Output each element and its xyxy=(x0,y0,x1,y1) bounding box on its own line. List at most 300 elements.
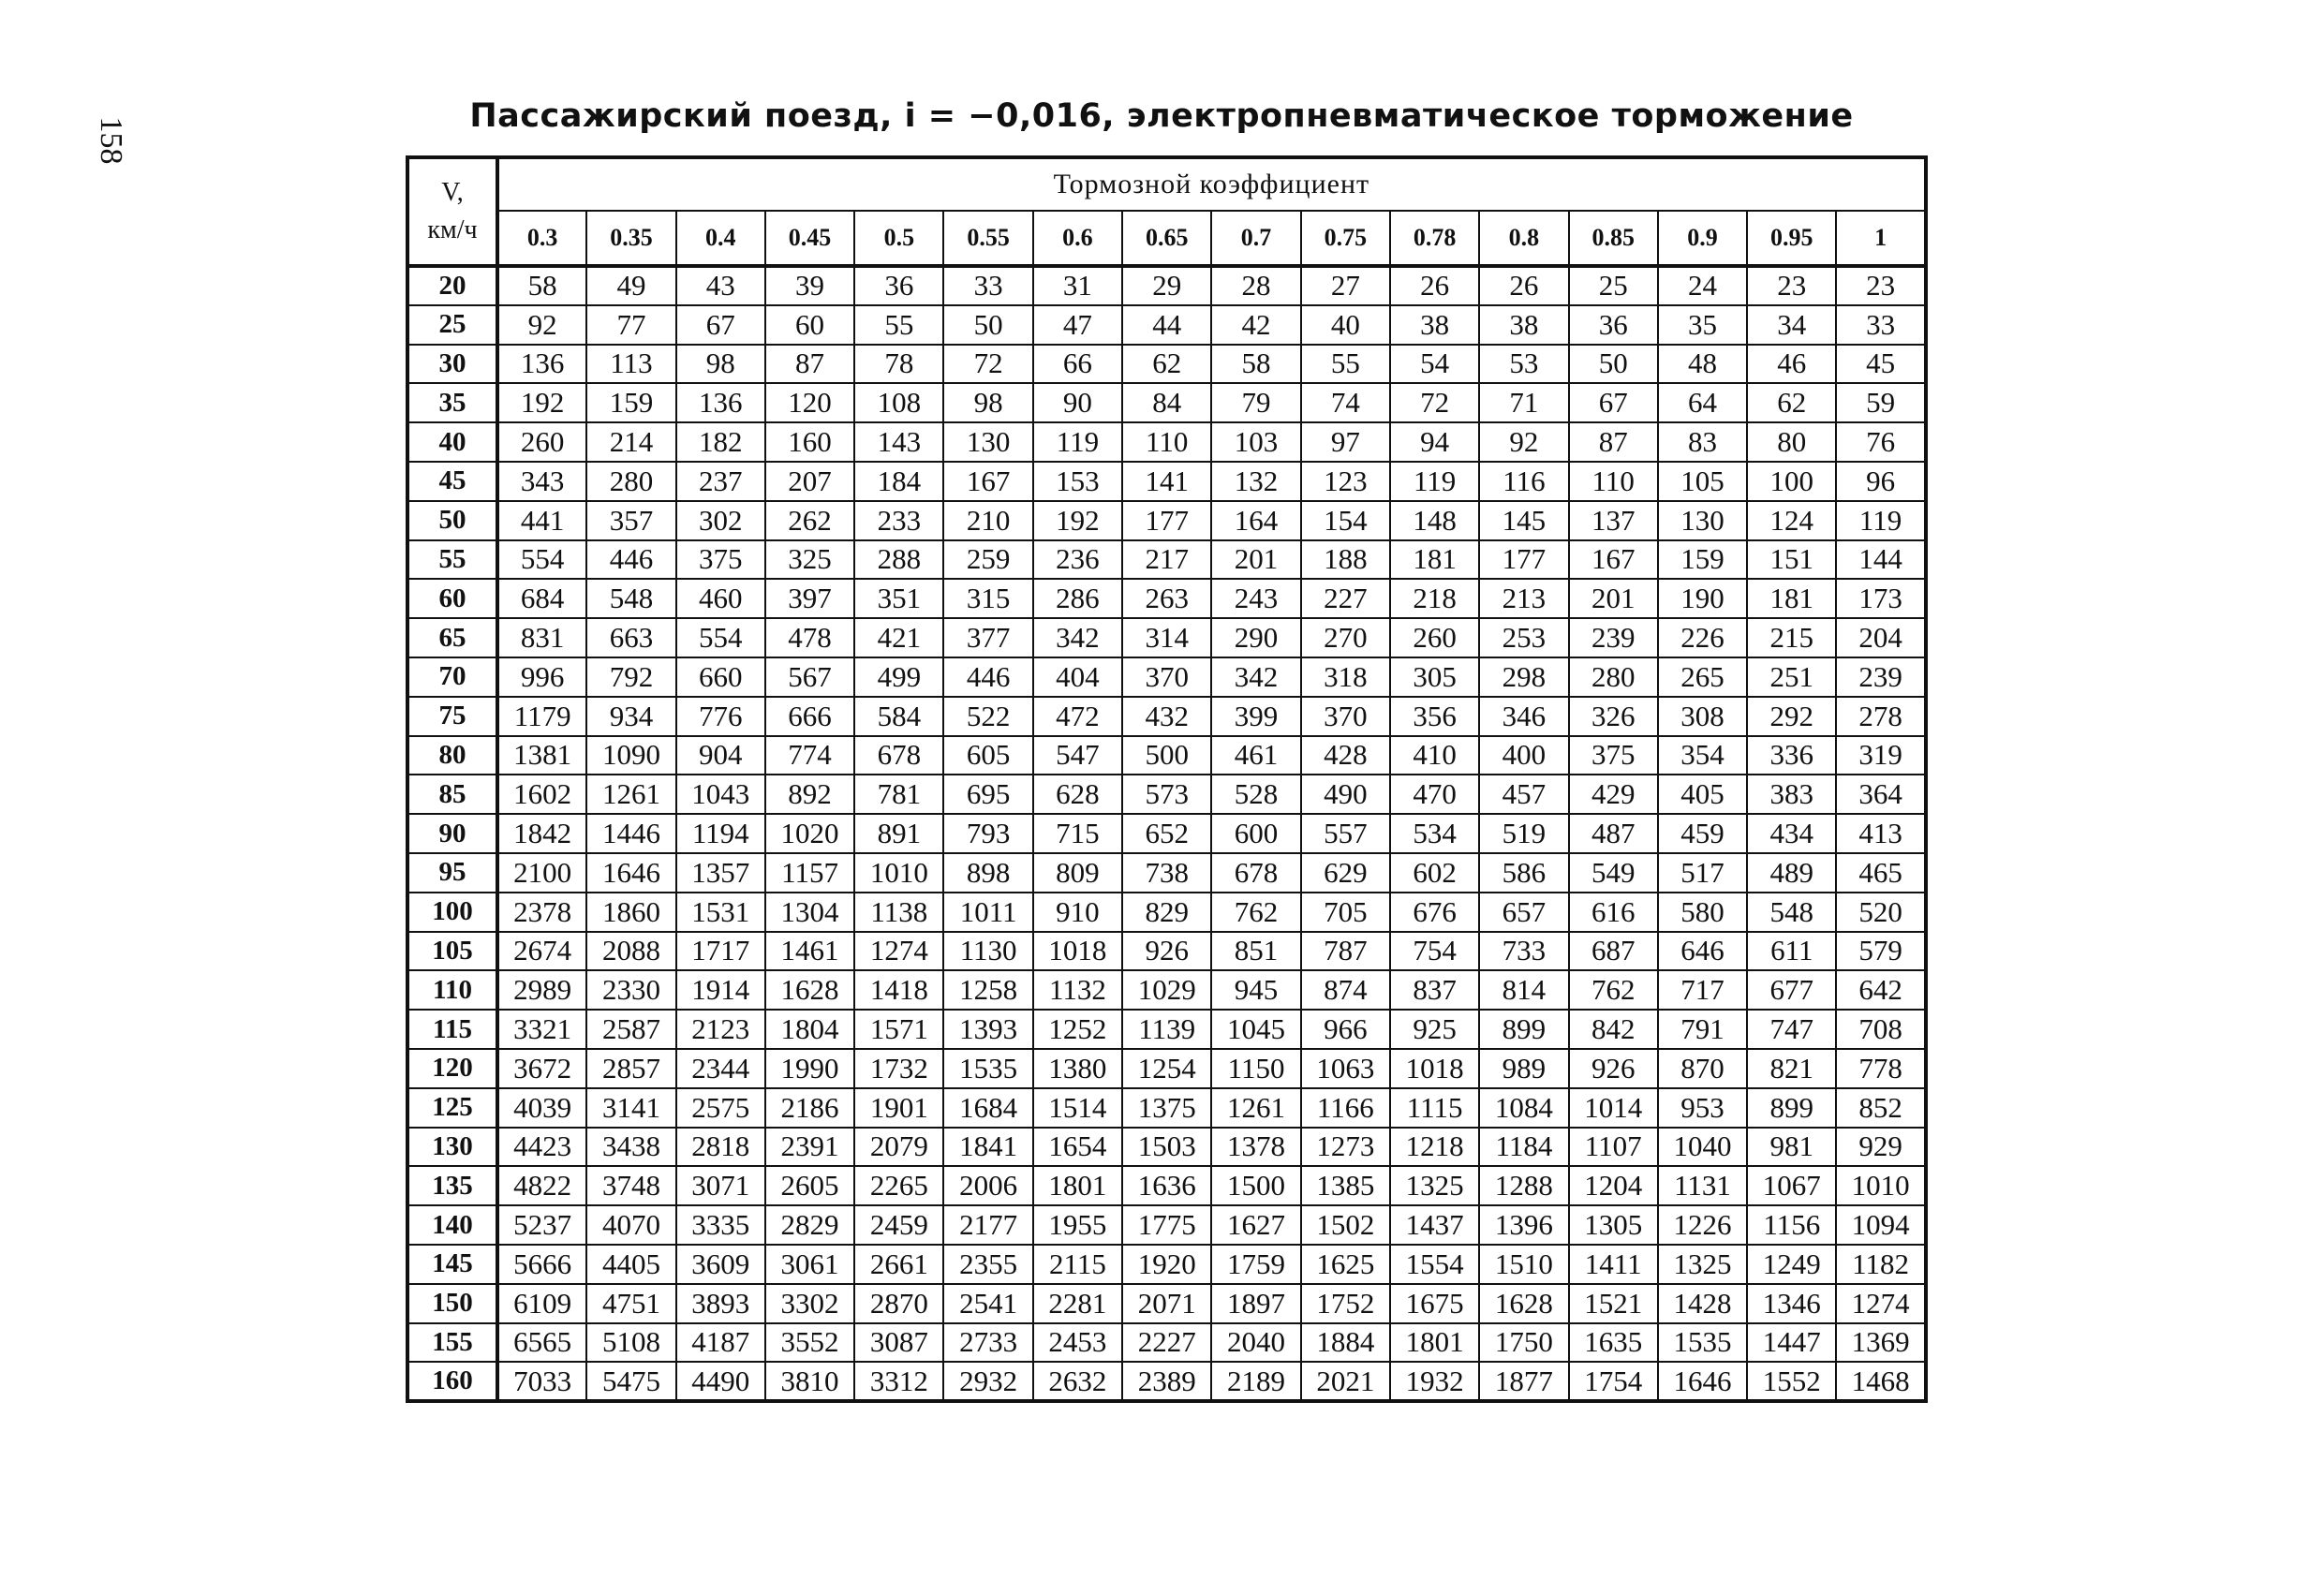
distance-cell: 1535 xyxy=(1658,1323,1747,1363)
distance-cell: 549 xyxy=(1569,853,1658,893)
distance-cell: 84 xyxy=(1122,383,1211,422)
distance-cell: 3609 xyxy=(676,1245,765,1284)
distance-cell: 1393 xyxy=(943,1010,1032,1049)
header-row-title xyxy=(407,157,1926,211)
distance-cell: 31 xyxy=(1033,266,1122,305)
distance-cell: 78 xyxy=(854,345,943,384)
distance-cell: 1325 xyxy=(1658,1245,1747,1284)
speed-cell: 45 xyxy=(407,462,497,501)
distance-cell: 370 xyxy=(1122,657,1211,697)
coefficient-header-cell: 0.4 xyxy=(676,211,765,266)
distance-cell: 214 xyxy=(586,422,675,462)
distance-cell: 48 xyxy=(1658,345,1747,384)
coefficient-header-cell: 0.5 xyxy=(854,211,943,266)
distance-cell: 2281 xyxy=(1033,1284,1122,1323)
distance-cell: 251 xyxy=(1747,657,1836,697)
speed-cell: 75 xyxy=(407,697,497,736)
distance-cell: 36 xyxy=(1569,305,1658,345)
distance-cell: 305 xyxy=(1390,657,1479,697)
distance-cell: 67 xyxy=(1569,383,1658,422)
distance-cell: 1156 xyxy=(1747,1205,1836,1245)
distance-cell: 94 xyxy=(1390,422,1479,462)
distance-cell: 663 xyxy=(586,618,675,657)
distance-cell: 605 xyxy=(943,736,1032,775)
distance-cell: 4751 xyxy=(586,1284,675,1323)
distance-cell: 1627 xyxy=(1211,1205,1300,1245)
distance-cell: 265 xyxy=(1658,657,1747,697)
distance-cell: 45 xyxy=(1836,345,1925,384)
distance-cell: 33 xyxy=(1836,305,1925,345)
distance-cell: 110 xyxy=(1122,422,1211,462)
table-row xyxy=(407,305,1926,345)
distance-cell: 1411 xyxy=(1569,1245,1658,1284)
distance-cell: 1646 xyxy=(586,853,675,893)
distance-cell: 154 xyxy=(1301,501,1390,540)
distance-cell: 100 xyxy=(1747,462,1836,501)
distance-cell: 602 xyxy=(1390,853,1479,893)
distance-cell: 774 xyxy=(765,736,854,775)
distance-cell: 1920 xyxy=(1122,1245,1211,1284)
distance-cell: 207 xyxy=(765,462,854,501)
speed-cell: 140 xyxy=(407,1205,497,1245)
distance-cell: 181 xyxy=(1390,540,1479,580)
distance-cell: 2100 xyxy=(497,853,586,893)
speed-cell: 80 xyxy=(407,736,497,775)
distance-cell: 2541 xyxy=(943,1284,1032,1323)
coefficient-group-header: Тормозной коэффициент xyxy=(497,157,1926,211)
distance-cell: 642 xyxy=(1836,970,1925,1010)
distance-cell: 762 xyxy=(1569,970,1658,1010)
distance-cell: 3893 xyxy=(676,1284,765,1323)
distance-cell: 213 xyxy=(1479,579,1568,618)
speed-cell: 115 xyxy=(407,1010,497,1049)
distance-cell: 1369 xyxy=(1836,1323,1925,1363)
speed-cell: 40 xyxy=(407,422,497,462)
distance-cell: 87 xyxy=(1569,422,1658,462)
coefficient-header-cell: 0.55 xyxy=(943,211,1032,266)
distance-cell: 87 xyxy=(765,345,854,384)
table-row xyxy=(407,1088,1926,1128)
speed-column-header xyxy=(407,157,497,266)
coefficient-header-cell: 0.9 xyxy=(1658,211,1747,266)
distance-cell: 1897 xyxy=(1211,1284,1300,1323)
distance-cell: 1468 xyxy=(1836,1362,1925,1401)
distance-cell: 42 xyxy=(1211,305,1300,345)
distance-cell: 2355 xyxy=(943,1245,1032,1284)
distance-cell: 2857 xyxy=(586,1049,675,1088)
distance-cell: 1801 xyxy=(1390,1323,1479,1363)
distance-cell: 184 xyxy=(854,462,943,501)
speed-cell: 20 xyxy=(407,266,497,305)
distance-cell: 151 xyxy=(1747,540,1836,580)
distance-cell: 210 xyxy=(943,501,1032,540)
distance-cell: 1357 xyxy=(676,853,765,893)
distance-cell: 715 xyxy=(1033,814,1122,853)
distance-cell: 1252 xyxy=(1033,1010,1122,1049)
distance-cell: 124 xyxy=(1747,501,1836,540)
distance-cell: 280 xyxy=(1569,657,1658,697)
distance-cell: 1067 xyxy=(1747,1166,1836,1205)
distance-cell: 611 xyxy=(1747,932,1836,971)
distance-cell: 2733 xyxy=(943,1323,1032,1363)
distance-cell: 3552 xyxy=(765,1323,854,1363)
distance-cell: 2123 xyxy=(676,1010,765,1049)
distance-cell: 1775 xyxy=(1122,1205,1211,1245)
distance-cell: 1261 xyxy=(1211,1088,1300,1128)
distance-cell: 738 xyxy=(1122,853,1211,893)
table-row xyxy=(407,853,1926,893)
table-row xyxy=(407,1166,1926,1205)
distance-cell: 215 xyxy=(1747,618,1836,657)
distance-cell: 35 xyxy=(1658,305,1747,345)
speed-cell: 160 xyxy=(407,1362,497,1401)
distance-cell: 657 xyxy=(1479,893,1568,932)
distance-cell: 1841 xyxy=(943,1128,1032,1167)
distance-cell: 472 xyxy=(1033,697,1122,736)
distance-cell: 1636 xyxy=(1122,1166,1211,1205)
distance-cell: 233 xyxy=(854,501,943,540)
distance-cell: 243 xyxy=(1211,579,1300,618)
distance-cell: 1521 xyxy=(1569,1284,1658,1323)
table-row xyxy=(407,736,1926,775)
distance-cell: 3087 xyxy=(854,1323,943,1363)
distance-cell: 182 xyxy=(676,422,765,462)
coefficient-header-cell: 0.78 xyxy=(1390,211,1479,266)
distance-cell: 1884 xyxy=(1301,1323,1390,1363)
distance-cell: 2632 xyxy=(1033,1362,1122,1401)
distance-cell: 461 xyxy=(1211,736,1300,775)
distance-cell: 62 xyxy=(1747,383,1836,422)
distance-cell: 288 xyxy=(854,540,943,580)
distance-cell: 1385 xyxy=(1301,1166,1390,1205)
distance-cell: 1502 xyxy=(1301,1205,1390,1245)
distance-cell: 325 xyxy=(765,540,854,580)
distance-cell: 1654 xyxy=(1033,1128,1122,1167)
distance-cell: 792 xyxy=(586,657,675,697)
distance-cell: 160 xyxy=(765,422,854,462)
distance-cell: 519 xyxy=(1479,814,1568,853)
distance-cell: 3321 xyxy=(497,1010,586,1049)
distance-cell: 1437 xyxy=(1390,1205,1479,1245)
distance-cell: 351 xyxy=(854,579,943,618)
speed-cell: 50 xyxy=(407,501,497,540)
distance-cell: 58 xyxy=(1211,345,1300,384)
distance-cell: 190 xyxy=(1658,579,1747,618)
distance-cell: 25 xyxy=(1569,266,1658,305)
speed-cell: 135 xyxy=(407,1166,497,1205)
distance-cell: 478 xyxy=(765,618,854,657)
distance-cell: 319 xyxy=(1836,736,1925,775)
distance-cell: 1274 xyxy=(1836,1284,1925,1323)
distance-cell: 1554 xyxy=(1390,1245,1479,1284)
distance-cell: 554 xyxy=(497,540,586,580)
distance-cell: 49 xyxy=(586,266,675,305)
distance-cell: 3302 xyxy=(765,1284,854,1323)
distance-cell: 837 xyxy=(1390,970,1479,1010)
table-row xyxy=(407,501,1926,540)
distance-cell: 97 xyxy=(1301,422,1390,462)
distance-cell: 3312 xyxy=(854,1362,943,1401)
distance-cell: 217 xyxy=(1122,540,1211,580)
distance-cell: 1305 xyxy=(1569,1205,1658,1245)
distance-cell: 1138 xyxy=(854,893,943,932)
distance-cell: 787 xyxy=(1301,932,1390,971)
distance-cell: 2006 xyxy=(943,1166,1032,1205)
distance-cell: 3810 xyxy=(765,1362,854,1401)
distance-cell: 1914 xyxy=(676,970,765,1010)
table-row xyxy=(407,697,1926,736)
distance-cell: 239 xyxy=(1569,618,1658,657)
distance-cell: 754 xyxy=(1390,932,1479,971)
distance-cell: 318 xyxy=(1301,657,1390,697)
distance-cell: 586 xyxy=(1479,853,1568,893)
distance-cell: 554 xyxy=(676,618,765,657)
distance-cell: 192 xyxy=(1033,501,1122,540)
header-row-coefficients xyxy=(407,211,1926,266)
distance-cell: 829 xyxy=(1122,893,1211,932)
distance-cell: 26 xyxy=(1390,266,1479,305)
distance-cell: 821 xyxy=(1747,1049,1836,1088)
table-row xyxy=(407,1010,1926,1049)
distance-cell: 315 xyxy=(943,579,1032,618)
speed-cell: 35 xyxy=(407,383,497,422)
distance-cell: 59 xyxy=(1836,383,1925,422)
distance-cell: 404 xyxy=(1033,657,1122,697)
table-row xyxy=(407,775,1926,814)
distance-cell: 953 xyxy=(1658,1088,1747,1128)
distance-cell: 1090 xyxy=(586,736,675,775)
distance-cell: 2661 xyxy=(854,1245,943,1284)
distance-cell: 891 xyxy=(854,814,943,853)
distance-cell: 1932 xyxy=(1390,1362,1479,1401)
distance-cell: 1288 xyxy=(1479,1166,1568,1205)
distance-cell: 791 xyxy=(1658,1010,1747,1049)
distance-cell: 34 xyxy=(1747,305,1836,345)
distance-cell: 926 xyxy=(1122,932,1211,971)
distance-cell: 55 xyxy=(854,305,943,345)
distance-cell: 1273 xyxy=(1301,1128,1390,1167)
distance-cell: 343 xyxy=(497,462,586,501)
distance-cell: 64 xyxy=(1658,383,1747,422)
distance-cell: 1635 xyxy=(1569,1323,1658,1363)
distance-cell: 132 xyxy=(1211,462,1300,501)
table-title: Пассажирский поезд, i = −0,016, электропневматическое торможение xyxy=(469,97,1854,135)
distance-cell: 989 xyxy=(1479,1049,1568,1088)
table-row xyxy=(407,1049,1926,1088)
distance-cell: 1378 xyxy=(1211,1128,1300,1167)
distance-cell: 1179 xyxy=(497,697,586,736)
distance-cell: 1990 xyxy=(765,1049,854,1088)
distance-cell: 2575 xyxy=(676,1088,765,1128)
distance-cell: 400 xyxy=(1479,736,1568,775)
table-row xyxy=(407,1128,1926,1167)
braking-distance-table xyxy=(406,155,1928,1403)
distance-cell: 557 xyxy=(1301,814,1390,853)
distance-cell: 1602 xyxy=(497,775,586,814)
table-body xyxy=(407,266,1926,1401)
distance-cell: 628 xyxy=(1033,775,1122,814)
distance-cell: 145 xyxy=(1479,501,1568,540)
distance-cell: 2818 xyxy=(676,1128,765,1167)
distance-cell: 399 xyxy=(1211,697,1300,736)
distance-cell: 1531 xyxy=(676,893,765,932)
distance-cell: 2829 xyxy=(765,1205,854,1245)
distance-cell: 6109 xyxy=(497,1284,586,1323)
distance-cell: 1182 xyxy=(1836,1245,1925,1284)
distance-cell: 5237 xyxy=(497,1205,586,1245)
distance-cell: 762 xyxy=(1211,893,1300,932)
table-row xyxy=(407,345,1926,384)
distance-cell: 781 xyxy=(854,775,943,814)
distance-cell: 666 xyxy=(765,697,854,736)
distance-cell: 55 xyxy=(1301,345,1390,384)
distance-cell: 1396 xyxy=(1479,1205,1568,1245)
distance-cell: 364 xyxy=(1836,775,1925,814)
distance-cell: 1107 xyxy=(1569,1128,1658,1167)
speed-cell: 130 xyxy=(407,1128,497,1167)
distance-cell: 1625 xyxy=(1301,1245,1390,1284)
distance-cell: 678 xyxy=(854,736,943,775)
distance-cell: 1447 xyxy=(1747,1323,1836,1363)
distance-cell: 1375 xyxy=(1122,1088,1211,1128)
distance-cell: 2330 xyxy=(586,970,675,1010)
distance-cell: 144 xyxy=(1836,540,1925,580)
distance-cell: 1732 xyxy=(854,1049,943,1088)
table-row xyxy=(407,814,1926,853)
distance-cell: 487 xyxy=(1569,814,1658,853)
distance-cell: 3748 xyxy=(586,1166,675,1205)
table-row xyxy=(407,1323,1926,1363)
distance-cell: 678 xyxy=(1211,853,1300,893)
distance-cell: 259 xyxy=(943,540,1032,580)
table-row xyxy=(407,932,1926,971)
distance-cell: 377 xyxy=(943,618,1032,657)
distance-cell: 1304 xyxy=(765,893,854,932)
coefficient-header-cell: 0.35 xyxy=(586,211,675,266)
distance-cell: 580 xyxy=(1658,893,1747,932)
distance-cell: 47 xyxy=(1033,305,1122,345)
distance-cell: 3141 xyxy=(586,1088,675,1128)
distance-cell: 470 xyxy=(1390,775,1479,814)
distance-cell: 652 xyxy=(1122,814,1211,853)
table-row xyxy=(407,1284,1926,1323)
speed-cell: 70 xyxy=(407,657,497,697)
distance-cell: 1754 xyxy=(1569,1362,1658,1401)
distance-cell: 1675 xyxy=(1390,1284,1479,1323)
distance-cell: 2265 xyxy=(854,1166,943,1205)
distance-cell: 778 xyxy=(1836,1049,1925,1088)
speed-cell: 120 xyxy=(407,1049,497,1088)
distance-cell: 383 xyxy=(1747,775,1836,814)
distance-cell: 1901 xyxy=(854,1088,943,1128)
distance-cell: 1157 xyxy=(765,853,854,893)
distance-cell: 1842 xyxy=(497,814,586,853)
distance-cell: 1011 xyxy=(943,893,1032,932)
distance-cell: 262 xyxy=(765,501,854,540)
distance-cell: 1045 xyxy=(1211,1010,1300,1049)
distance-cell: 489 xyxy=(1747,853,1836,893)
distance-cell: 695 xyxy=(943,775,1032,814)
distance-cell: 1254 xyxy=(1122,1049,1211,1088)
distance-cell: 747 xyxy=(1747,1010,1836,1049)
distance-cell: 43 xyxy=(676,266,765,305)
speed-cell: 30 xyxy=(407,345,497,384)
distance-cell: 356 xyxy=(1390,697,1479,736)
distance-cell: 966 xyxy=(1301,1010,1390,1049)
distance-cell: 6565 xyxy=(497,1323,586,1363)
distance-cell: 4822 xyxy=(497,1166,586,1205)
distance-cell: 28 xyxy=(1211,266,1300,305)
distance-cell: 1877 xyxy=(1479,1362,1568,1401)
distance-cell: 1274 xyxy=(854,932,943,971)
distance-cell: 934 xyxy=(586,697,675,736)
distance-cell: 573 xyxy=(1122,775,1211,814)
distance-cell: 40 xyxy=(1301,305,1390,345)
distance-cell: 237 xyxy=(676,462,765,501)
distance-cell: 465 xyxy=(1836,853,1925,893)
distance-cell: 1043 xyxy=(676,775,765,814)
distance-cell: 270 xyxy=(1301,618,1390,657)
speed-header-unit: км/ч xyxy=(427,215,478,244)
distance-cell: 1040 xyxy=(1658,1128,1747,1167)
speed-cell: 145 xyxy=(407,1245,497,1284)
distance-cell: 90 xyxy=(1033,383,1122,422)
distance-cell: 1418 xyxy=(854,970,943,1010)
distance-cell: 260 xyxy=(1390,618,1479,657)
distance-cell: 116 xyxy=(1479,462,1568,501)
distance-cell: 2071 xyxy=(1122,1284,1211,1323)
distance-cell: 2674 xyxy=(497,932,586,971)
distance-cell: 36 xyxy=(854,266,943,305)
distance-cell: 1184 xyxy=(1479,1128,1568,1167)
distance-cell: 548 xyxy=(586,579,675,618)
distance-cell: 5475 xyxy=(586,1362,675,1401)
speed-cell: 65 xyxy=(407,618,497,657)
table-row xyxy=(407,657,1926,697)
distance-cell: 253 xyxy=(1479,618,1568,657)
distance-cell: 342 xyxy=(1211,657,1300,697)
table-row xyxy=(407,540,1926,580)
coefficient-header-cell: 0.8 xyxy=(1479,211,1568,266)
table-row xyxy=(407,462,1926,501)
distance-cell: 1510 xyxy=(1479,1245,1568,1284)
distance-cell: 1684 xyxy=(943,1088,1032,1128)
distance-cell: 852 xyxy=(1836,1088,1925,1128)
braking-table-container xyxy=(406,155,1928,1403)
distance-cell: 290 xyxy=(1211,618,1300,657)
distance-cell: 1258 xyxy=(943,970,1032,1010)
distance-cell: 218 xyxy=(1390,579,1479,618)
distance-cell: 2587 xyxy=(586,1010,675,1049)
distance-cell: 660 xyxy=(676,657,765,697)
distance-cell: 2453 xyxy=(1033,1323,1122,1363)
distance-cell: 1380 xyxy=(1033,1049,1122,1088)
distance-cell: 280 xyxy=(586,462,675,501)
distance-cell: 80 xyxy=(1747,422,1836,462)
distance-cell: 3061 xyxy=(765,1245,854,1284)
distance-cell: 2189 xyxy=(1211,1362,1300,1401)
distance-cell: 1535 xyxy=(943,1049,1032,1088)
distance-cell: 898 xyxy=(943,853,1032,893)
table-row xyxy=(407,970,1926,1010)
distance-cell: 2079 xyxy=(854,1128,943,1167)
speed-cell: 110 xyxy=(407,970,497,1010)
distance-cell: 874 xyxy=(1301,970,1390,1010)
distance-cell: 1010 xyxy=(854,853,943,893)
distance-cell: 143 xyxy=(854,422,943,462)
distance-cell: 2459 xyxy=(854,1205,943,1245)
distance-cell: 814 xyxy=(1479,970,1568,1010)
